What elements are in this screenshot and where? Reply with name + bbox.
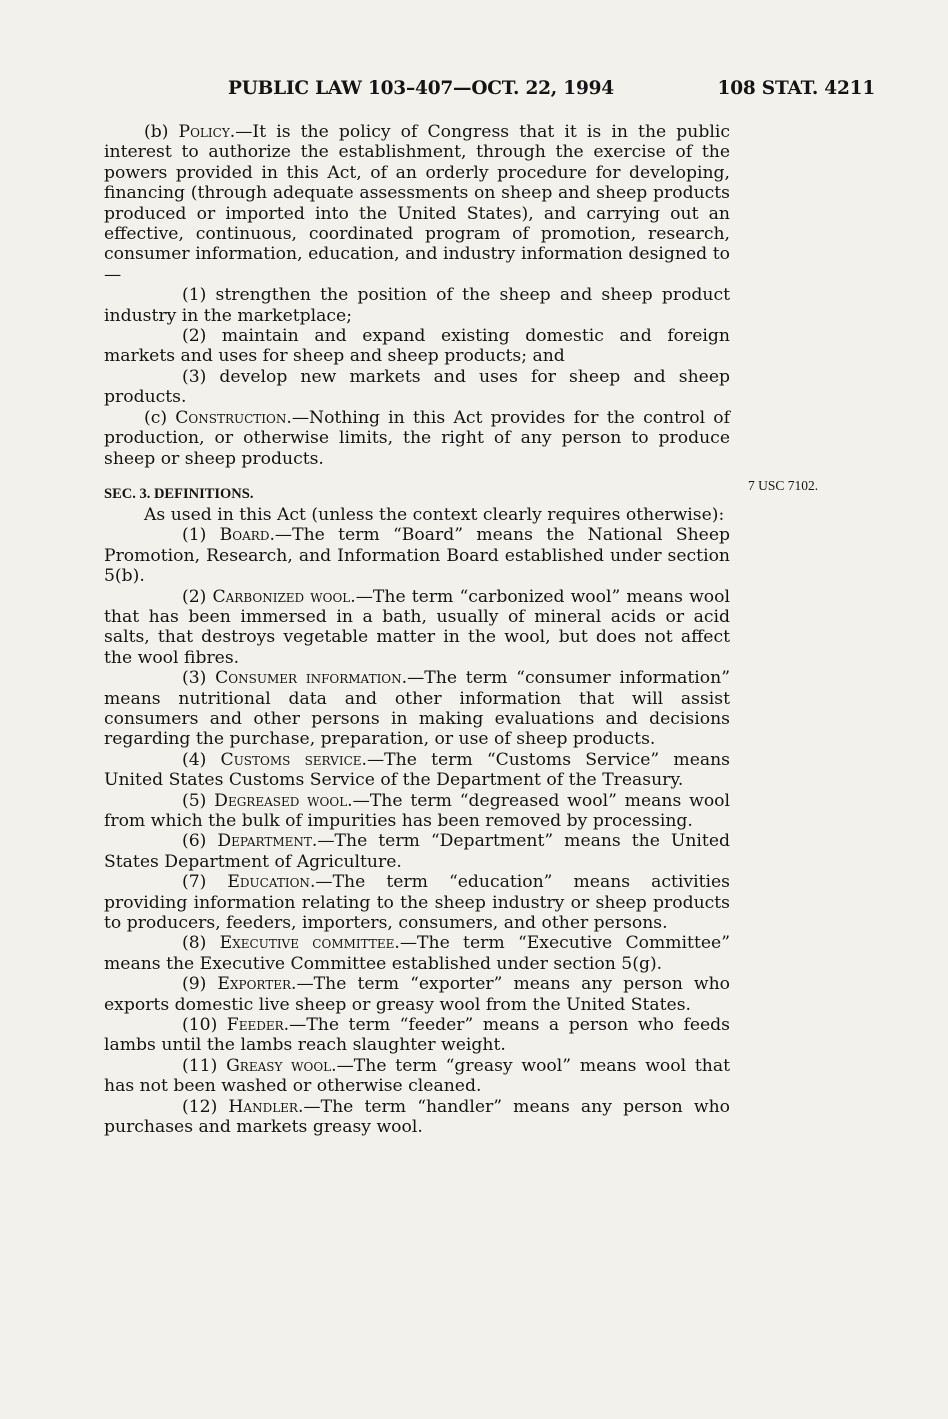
section-intro: As used in this Act (unless the context clearly requires otherwise): [144, 504, 725, 525]
definition-department: (6) Department.—The term “Department” means the United States Department of Agriculture. [104, 831, 731, 872]
construction-paragraph: (c) Construction.—Nothing in this Act provides for the control of production, or otherwise limits, the right of any person to produce sheep or sheep products. [104, 407, 730, 469]
definition-greasy-wool: (11) Greasy wool.—The term “greasy wool” means wool that has not been washed or otherwise cleaned. [104, 1055, 731, 1097]
header-law-citation: PUBLIC LAW 103–407—OCT. 22, 1994 [228, 78, 614, 99]
definition-education: (7) Education.—The term “education” means activities providing information relating to the sheep industry or sheep products to producers, feeders, importers, consumers, and other persons. [104, 872, 730, 934]
definition-exporter: (9) Exporter.—The term “exporter” means any person who exports domestic live sheep or greasy wool from the United States. [104, 974, 730, 1015]
definition-customs-service: (4) Customs service.—The term “Customs Service” means United States Customs Service of the Department of the Treasury. [104, 749, 731, 791]
policy-item-2: (2) maintain and expand existing domestic and foreign markets and uses for sheep and sheep products; and [104, 326, 730, 367]
header-stat-citation: 108 STAT. 4211 [717, 78, 875, 99]
policy-heading: Policy [178, 122, 230, 142]
margin-note-usc: 7 USC 7102. [748, 478, 819, 493]
section-title: SEC. 3. DEFINITIONS. [104, 485, 254, 502]
definition-feeder: (10) Feeder.—The term “feeder” means a person who feeds lambs until the lambs reach slaughter weight. [104, 1015, 730, 1056]
construction-heading: Construction [175, 407, 287, 428]
definition-executive-committee: (8) Executive committee.—The term “Executive Committee” means the Executive Committee established under section 5(g). [104, 933, 730, 974]
definition-handler: (12) Handler.—The term “handler” means any person who purchases and markets greasy wool. [104, 1096, 730, 1138]
policy-paragraph: (b) Policy.—It is the policy of Congress that it is in the public interest to authorize the establishment, through the exercise of the powers provided in this Act, of an orderly procedure for developing, financing (through adequate assessments on sheep and sheep products produced or imported into the United States), and carrying out an effective, continuous, coordinated program of promotion, research, consumer information, education, and industry information designed to— [104, 122, 730, 285]
definition-consumer-information: (3) Consumer information.—The term “consumer information” means nutritional data and other information that will assist consumers and other persons in making evaluations and decisions regarding the purchase, preparation, or use of sheep products. [104, 668, 731, 750]
definition-carbonized-wool: (2) Carbonized wool.—The term “carbonized wool” means wool that has been immersed in a bath, usually of mineral acids or acid salts, that destroys vegetable matter in the wool, but does not affect the wool fibres. [104, 586, 731, 668]
policy-item-3: (3) develop new markets and uses for sheep and sheep products. [104, 366, 730, 408]
policy-item-1: (1) strengthen the position of the sheep and sheep product industry in the marketplace; [104, 285, 730, 326]
definition-degreased-wool: (5) Degreased wool.—The term “degreased wool” means wool from which the bulk of impurities has been removed by processing. [104, 790, 731, 831]
document-body [104, 122, 730, 1138]
definition-board: (1) Board.—The term “Board” means the National Sheep Promotion, Research, and Information Board established under section 5(b). [104, 525, 731, 587]
